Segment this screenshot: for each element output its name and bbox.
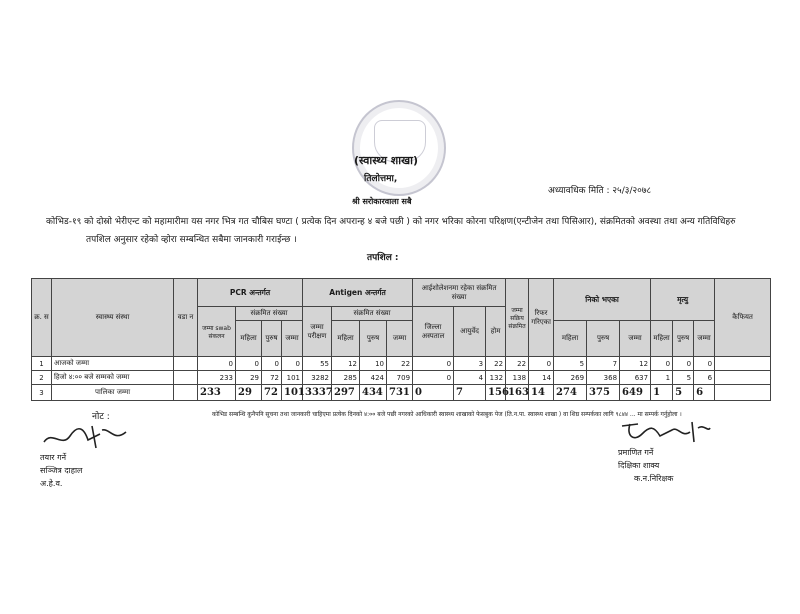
cell-rec-male: 7: [587, 357, 620, 371]
col-pcr-swab: जम्मा swab संकलन: [198, 307, 236, 357]
cell-rec-total: 637: [620, 371, 651, 385]
col-rec-total: जम्मा: [620, 321, 651, 357]
col-remarks: कैफियत: [715, 279, 771, 357]
cell-rec-male: 375: [587, 385, 620, 401]
cell-death-male: 5: [673, 385, 694, 401]
cell-sn: 2: [32, 371, 52, 385]
col-pcr-male: पुरुष: [262, 321, 282, 357]
col-iso-home: होम: [486, 307, 506, 357]
cell-iso-home: 132: [486, 371, 506, 385]
cell-ward: [174, 371, 198, 385]
col-institution: स्वास्थ्य संस्था: [52, 279, 174, 357]
col-group-isolation: आईशोलेशनमा रहेका संक्रमित संख्या: [413, 279, 506, 307]
col-ag-infected: संक्रमित संख्या: [332, 307, 413, 321]
col-iso-district: जिल्ला अस्पताल: [413, 307, 454, 357]
cell-pcr-male: 0: [262, 357, 282, 371]
cell-iso-ayurveda: 4: [454, 371, 486, 385]
col-ag-female: महिला: [332, 321, 360, 357]
prepared-by-title: तयार गर्ने: [40, 453, 67, 462]
cell-iso-ayurveda: 3: [454, 357, 486, 371]
branch-heading: (स्वास्थ्य शाखा): [354, 154, 418, 167]
cell-iso-district: 0: [413, 385, 454, 401]
col-pcr-infected: संक्रमित संख्या: [236, 307, 303, 321]
col-group-recovered: निको भएका: [554, 279, 651, 321]
table-row: [32, 371, 771, 385]
col-rec-female: महिला: [554, 321, 587, 357]
cell-active: 163: [506, 385, 529, 401]
cell-referred: 0: [529, 357, 554, 371]
note-label: नोट :: [92, 412, 110, 422]
cell-active: 22: [506, 357, 529, 371]
col-ag-tested: जम्मा परीक्षण: [303, 307, 332, 357]
verified-by-name: दिक्षिका शाक्य: [618, 461, 660, 470]
cell-remarks: [715, 357, 771, 371]
cell-sn: 1: [32, 357, 52, 371]
prepared-by-name: सञ्जित्र दाहाल: [40, 466, 83, 475]
col-group-pcr: PCR अन्तर्गत: [198, 279, 303, 307]
cell-ag-total: 709: [387, 371, 413, 385]
cell-pcr-total: 0: [282, 357, 303, 371]
intro-line-1: कोभिड-१९ को दोस्रो भेरीएन्ट को महामारीमा यस नगर भित्र गत चौबिस घण्टा ( प्रत्येक दिन अपरान्ह ४ बजे पछी ) को नगर भरिका कोरना परिक्षण(एन्टीजेन तथा पिसिआर), संक्रमितको अवस्था तथा अन्य गतिविधिहरु: [46, 217, 736, 227]
col-death-male: पुरुष: [673, 321, 694, 357]
cell-pcr-male: 72: [262, 371, 282, 385]
cell-pcr-swab: 233: [198, 371, 236, 385]
verified-by-role: क.न.निरिक्षक: [634, 474, 674, 483]
cell-remarks: [715, 385, 771, 401]
col-ward: वडा न: [174, 279, 198, 357]
attention-line: श्री सरोकारवाला सबै: [352, 197, 412, 206]
table-row: [32, 357, 771, 371]
col-group-antigen: Antigen अन्तर्गत: [303, 279, 413, 307]
cell-ag-male: 434: [360, 385, 387, 401]
cell-institution: पालिका जम्मा: [52, 385, 174, 401]
cell-ag-male: 10: [360, 357, 387, 371]
cell-death-female: 0: [651, 357, 673, 371]
cell-iso-home: 156: [486, 385, 506, 401]
prepared-by-signature: [40, 424, 130, 450]
cell-ward: [174, 357, 198, 371]
cell-rec-female: 269: [554, 371, 587, 385]
cell-pcr-female: 0: [236, 357, 262, 371]
covid-status-table: [31, 278, 771, 401]
cell-death-female: 1: [651, 371, 673, 385]
cell-ag-female: 297: [332, 385, 360, 401]
cell-pcr-total: 101: [282, 385, 303, 401]
cell-pcr-total: 101: [282, 371, 303, 385]
cell-death-male: 0: [673, 357, 694, 371]
intro-line-2: तपशिल अनुसार रहेको व्होरा सम्बन्धित सबैमा जानकारी गराईन्छ ।: [86, 235, 297, 245]
cell-referred: 14: [529, 385, 554, 401]
cell-iso-home: 22: [486, 357, 506, 371]
cell-remarks: [715, 371, 771, 385]
cell-ag-male: 424: [360, 371, 387, 385]
cell-sn: 3: [32, 385, 52, 401]
cell-pcr-swab: 233: [198, 385, 236, 401]
cell-ag-total: 731: [387, 385, 413, 401]
cell-ag-tested: 55: [303, 357, 332, 371]
cell-death-total: 6: [694, 371, 715, 385]
col-death-total: जम्मा: [694, 321, 715, 357]
cell-referred: 14: [529, 371, 554, 385]
cell-rec-total: 12: [620, 357, 651, 371]
update-date: अध्यावधिक मिति : २५/३/२०७८: [548, 186, 652, 196]
cell-active: 138: [506, 371, 529, 385]
cell-pcr-swab: 0: [198, 357, 236, 371]
cell-rec-total: 649: [620, 385, 651, 401]
details-subtitle: तपशिल :: [367, 253, 399, 263]
cell-ward: [174, 385, 198, 401]
cell-ag-tested: 3337: [303, 385, 332, 401]
cell-ag-tested: 3282: [303, 371, 332, 385]
col-death-female: महिला: [651, 321, 673, 357]
col-sn: क्र. स: [32, 279, 52, 357]
verified-by-signature: [620, 418, 712, 446]
cell-iso-district: 0: [413, 371, 454, 385]
cell-rec-male: 368: [587, 371, 620, 385]
col-iso-ayurveda: आयुर्वेद: [454, 307, 486, 357]
col-ag-total: जम्मा: [387, 321, 413, 357]
col-rec-male: पुरुष: [587, 321, 620, 357]
table-row-total: [32, 385, 771, 401]
col-active: जम्मा सक्रिय संक्रमित: [506, 279, 529, 357]
cell-ag-female: 285: [332, 371, 360, 385]
cell-pcr-female: 29: [236, 385, 262, 401]
place-heading: तिलोत्तमा,: [364, 174, 398, 184]
cell-death-total: 6: [694, 385, 715, 401]
cell-ag-total: 22: [387, 357, 413, 371]
cell-pcr-male: 72: [262, 385, 282, 401]
cell-ag-female: 12: [332, 357, 360, 371]
cell-pcr-female: 29: [236, 371, 262, 385]
col-group-death: मृत्यु: [651, 279, 715, 321]
note-text: कोभिड सम्बन्धि कुनैपनि सूचना तथा जानकारी चाहिएमा प्रत्येक दिनको ४:०० बजे पछी नगरको आधिकारी स्वास्थ्य शाखाको फेसबुक पेज (ति.न.पा. स्वास्थ्य शाखा ) वा शिघ्र सम्पर्कका लागि ९८४४ ... मा सम्पर्क गर्नुहोला ।: [212, 411, 682, 418]
prepared-by-role: अ.हे.व.: [40, 479, 63, 488]
cell-rec-female: 274: [554, 385, 587, 401]
col-pcr-female: महिला: [236, 321, 262, 357]
cell-iso-district: 0: [413, 357, 454, 371]
cell-death-total: 0: [694, 357, 715, 371]
col-pcr-total: जम्मा: [282, 321, 303, 357]
verified-by-title: प्रमाणित गर्ने: [618, 448, 654, 457]
cell-rec-female: 5: [554, 357, 587, 371]
cell-institution: आजको जम्मा: [52, 357, 174, 371]
cell-institution: हिजो ४:०० बजे सम्मको जम्मा: [52, 371, 174, 385]
col-ag-male: पुरुष: [360, 321, 387, 357]
col-referred: रिफर गरिएका: [529, 279, 554, 357]
cell-iso-ayurveda: 7: [454, 385, 486, 401]
cell-death-male: 5: [673, 371, 694, 385]
cell-death-female: 1: [651, 385, 673, 401]
